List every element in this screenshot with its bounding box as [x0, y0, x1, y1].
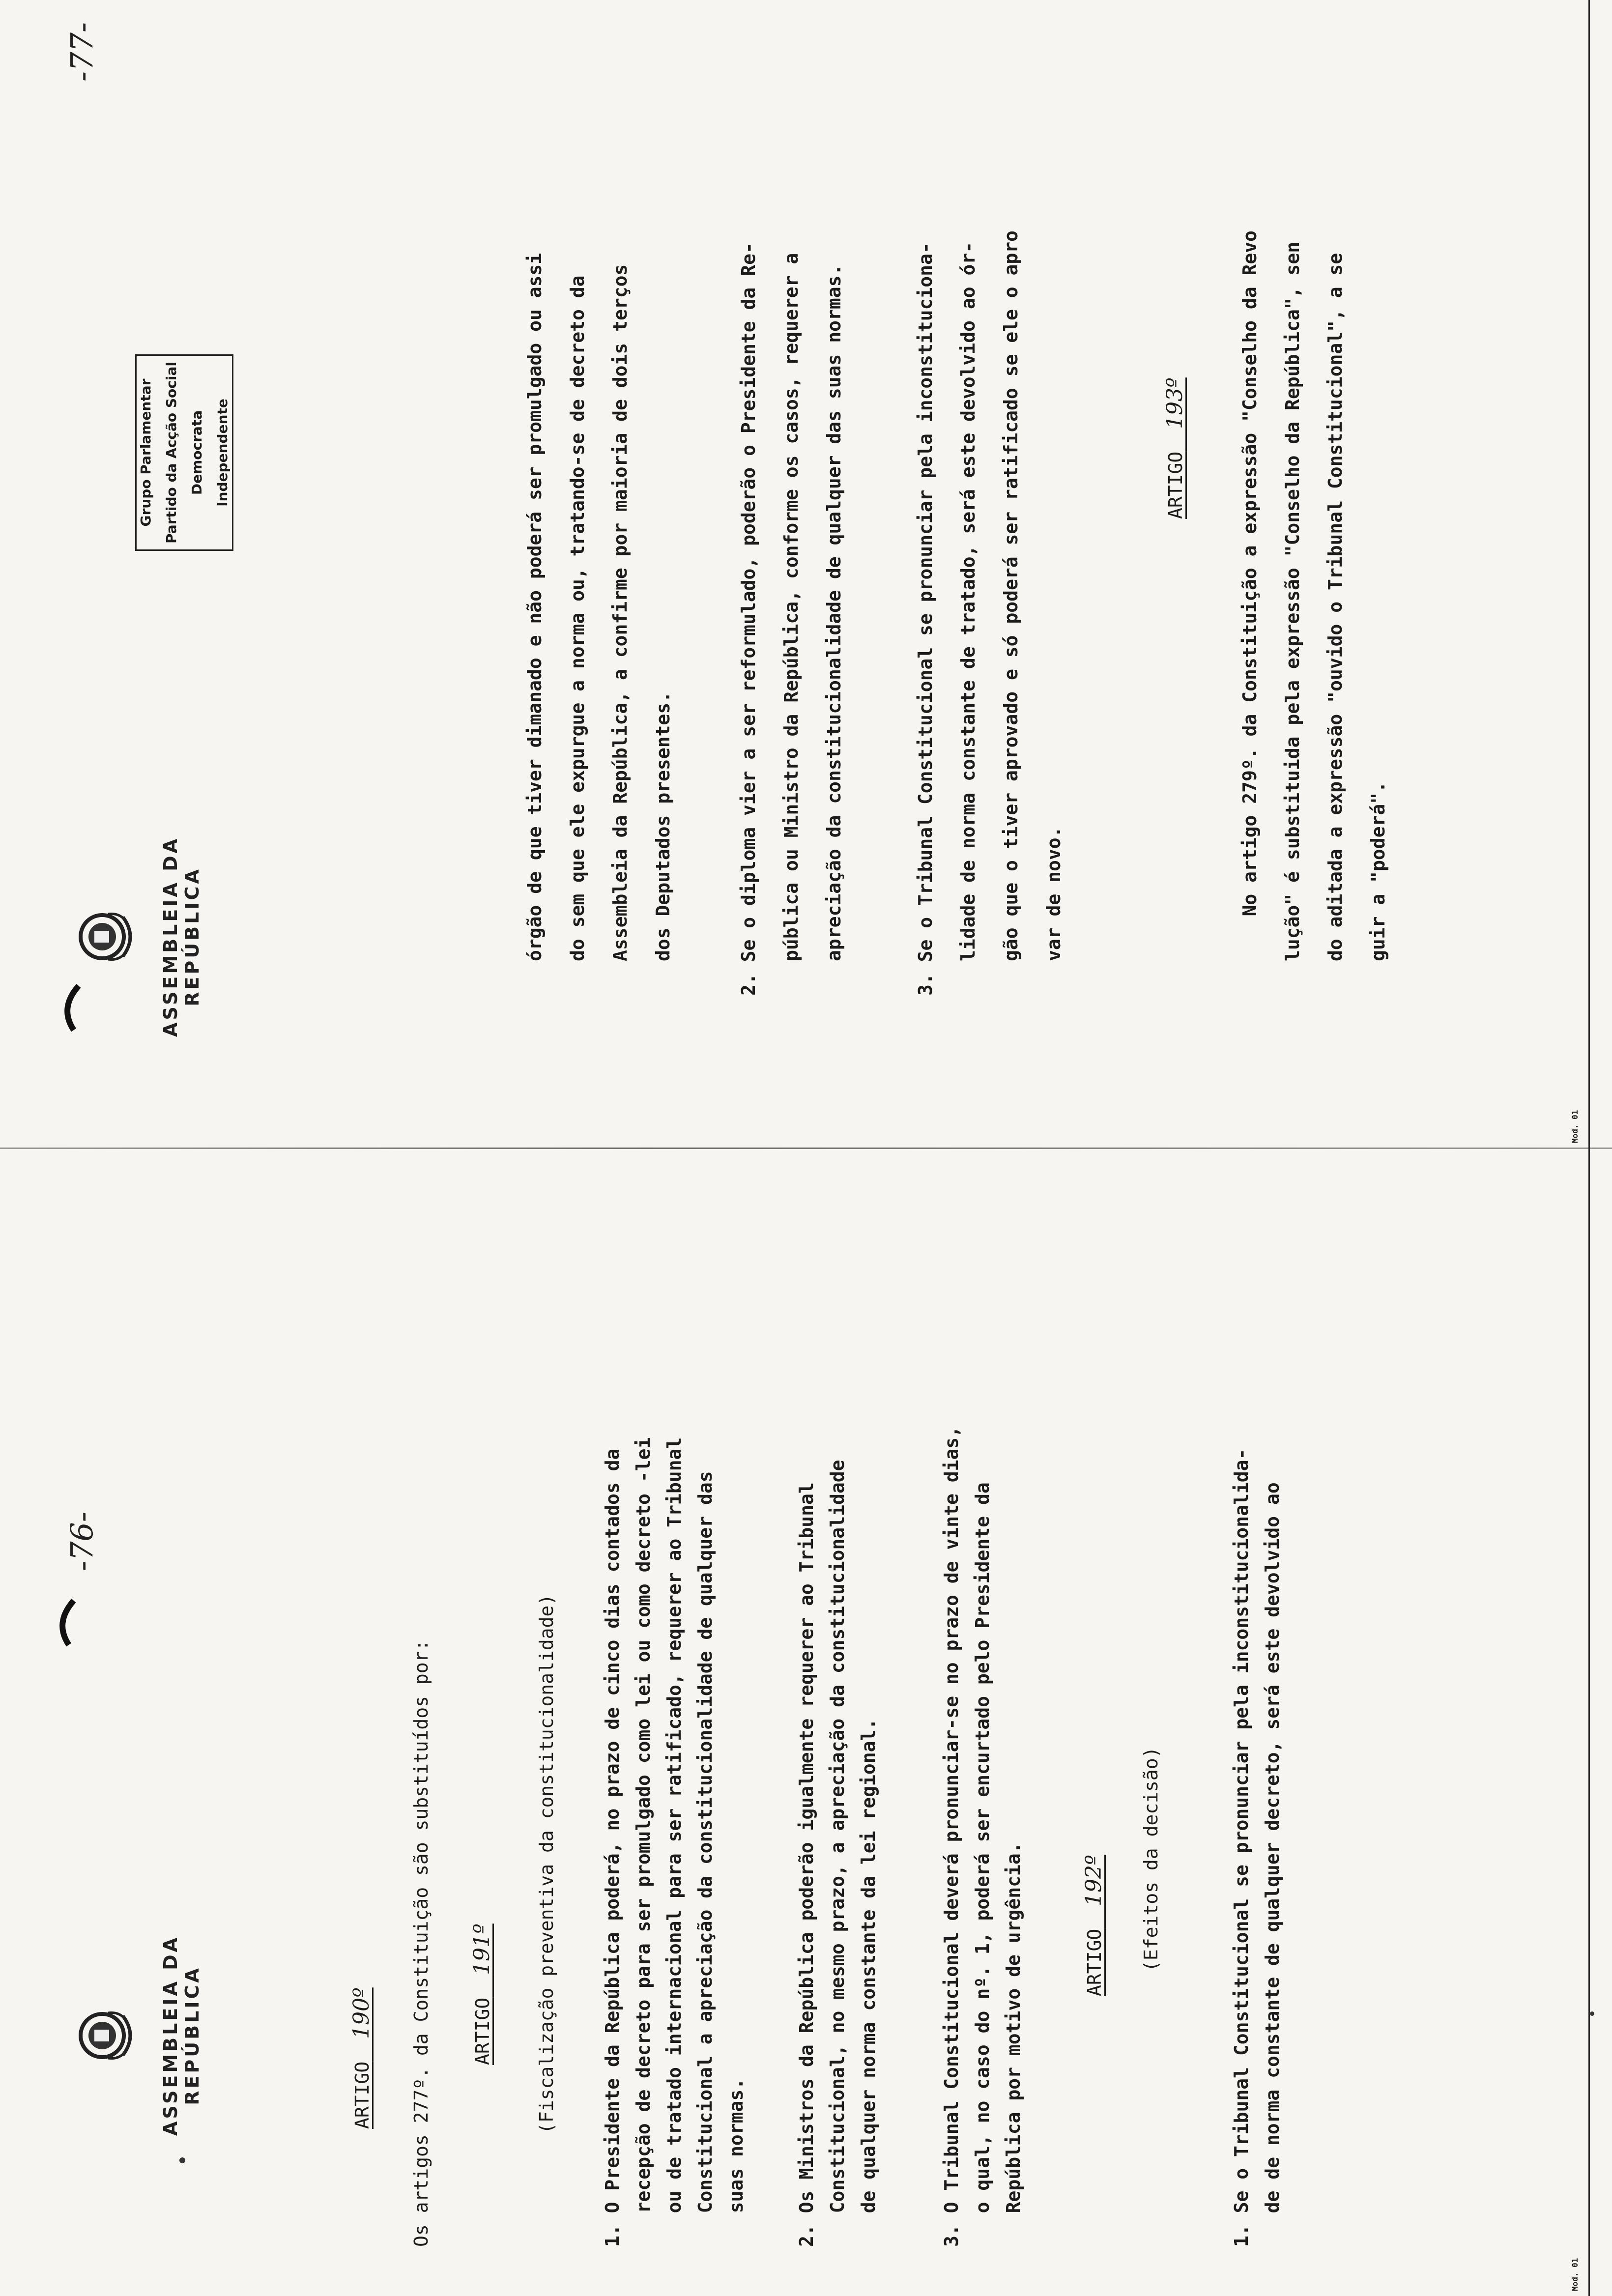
text-line: Assembleia da República, a confirme por maioria de dois terços: [609, 264, 631, 961]
header-title: ASSEMBLEIA DA REPÚBLICA: [160, 1935, 203, 2136]
text-line: guir a "poderá".: [1367, 781, 1389, 961]
text-line: o qual, no caso do nº. 1, poderá ser encurtado pelo Presidente da: [972, 1482, 993, 2247]
text-line: 1. Se o Tribunal Constitucional se pronunciar pela inconstitucionalida-: [1231, 1448, 1252, 2247]
article-number: 192º: [1081, 1855, 1106, 1906]
text-line: Constitucional a apreciação da constitucionalidade de qualquer das: [694, 1471, 716, 2247]
article-number: 190º: [349, 1987, 374, 2039]
paragraph-191-3: [936, 1426, 1029, 2247]
intro-text: Os artigos 277º. da Constituição são substituídos por:: [410, 1639, 432, 2247]
article-label: ARTIGO: [1165, 451, 1186, 519]
article-label: ARTIGO: [1084, 1928, 1105, 1996]
text-line: de qualquer norma constante da lei regional.: [858, 1718, 879, 2247]
text-line: 2. Se o diploma vier a ser reformulado, poderão o Presidente da Re-: [738, 242, 759, 996]
text-line: 3. O Tribunal Constitucional deverá pronunciar-se no prazo de vinte dias,: [941, 1426, 962, 2247]
paragraph-191-2: [791, 1460, 884, 2247]
text-line: do sem que ele expurgue a norma ou, tratando-se de decreto da: [567, 275, 588, 961]
text-line: Constitucional, no mesmo prazo, a apreciação da constitucionalidade: [827, 1460, 848, 2247]
paragraph-192-2: [727, 242, 856, 996]
article-label: ARTIGO: [351, 2061, 373, 2129]
stamp-line: Grupo Parlamentar: [138, 378, 154, 527]
text-line: pública ou Ministro da República, conforme os casos, requerer a: [780, 253, 802, 961]
text-line: var de novo.: [1043, 826, 1065, 961]
article-192-heading: [1081, 1855, 1106, 1996]
article-191-heading: [469, 1923, 494, 2065]
coat-of-arms-icon: [74, 2006, 138, 2065]
coat-of-arms-icon: [74, 907, 138, 966]
header-title: ASSEMBLEIA DA REPÚBLICA: [160, 836, 203, 1037]
page-number: -77-: [64, 22, 100, 82]
text-line: órgão de que tiver dimanado e não poderá ser promulgado ou assi: [524, 253, 546, 961]
parliamentary-group-stamp: [135, 354, 233, 551]
text-line: 2. Os Ministros da República poderão igualmente requerer ao Tribunal: [796, 1482, 817, 2247]
punch-hole-shadow: [59, 1596, 118, 1650]
article-label: ARTIGO: [472, 1997, 493, 2065]
paragraph-191-1: [597, 1437, 752, 2247]
paragraph-192-3: [904, 230, 1075, 996]
article-193-heading: [1162, 377, 1187, 519]
text-line: 3. Se o Tribunal Constitucional se pronunciar pela inconstituciona-: [915, 242, 936, 996]
text-line: lução" é substituida pela expressão "Conselho da República", sen: [1282, 241, 1303, 961]
article-193-text: [1229, 230, 1400, 961]
text-line: No artigo 279º. da Constituição a expressão "Conselho da Revo: [1239, 230, 1261, 961]
article-number: 191º: [469, 1923, 494, 1975]
ink-speck: [179, 2157, 185, 2163]
text-line: recepção de decreto para ser promulgado como lei ou como decreto -lei: [633, 1437, 654, 2247]
article-191-subtitle: (Fiscalização preventiva da constitucionalidade): [536, 1594, 557, 2134]
punch-hole-shadow: [64, 981, 123, 1035]
article-190-heading: [349, 1987, 374, 2129]
article-192-subtitle: (Efeitos da decisão): [1140, 1747, 1162, 1972]
text-line: do aditada a expressão "ouvido o Tribunal Constitucional", a se: [1324, 253, 1346, 961]
text-line: apreciação da constitucionalidade de qualquer das suas normas.: [823, 264, 845, 961]
text-line: lidade de norma constante de tratado, será este devolvido ao ór-: [957, 241, 979, 961]
text-line: República por motivo de urgência.: [1003, 1842, 1024, 2247]
article-number: 193º: [1162, 377, 1187, 429]
text-line: 1. O Presidente da República poderá, no prazo de cinco dias contados da: [602, 1448, 623, 2247]
text-line: de de norma constante de qualquer decreto, será este devolvido ao: [1262, 1482, 1283, 2247]
page-number: -76-: [64, 1512, 100, 1571]
paragraph-192-1-cont: [514, 253, 685, 961]
text-line: dos Deputados presentes.: [652, 691, 674, 961]
ink-speck: [1590, 2011, 1594, 2016]
text-line: gão que o tiver aprovado e só poderá ser ratificado se ele o apro: [1000, 230, 1022, 961]
paragraph-192-1: [1226, 1449, 1288, 2247]
form-code: Mod. 01: [1570, 2258, 1580, 2291]
stamp-line: Democrata Independente: [189, 399, 230, 507]
left-page: [0, 1148, 1612, 2296]
text-line: ou de tratado internacional para ser ratificado, requerer ao Tribunal: [663, 1437, 685, 2247]
form-code: Mod. 01: [1570, 1110, 1580, 1143]
stamp-line: Partido da Acção Social: [163, 362, 179, 544]
text-line: suas normas.: [725, 2078, 747, 2247]
